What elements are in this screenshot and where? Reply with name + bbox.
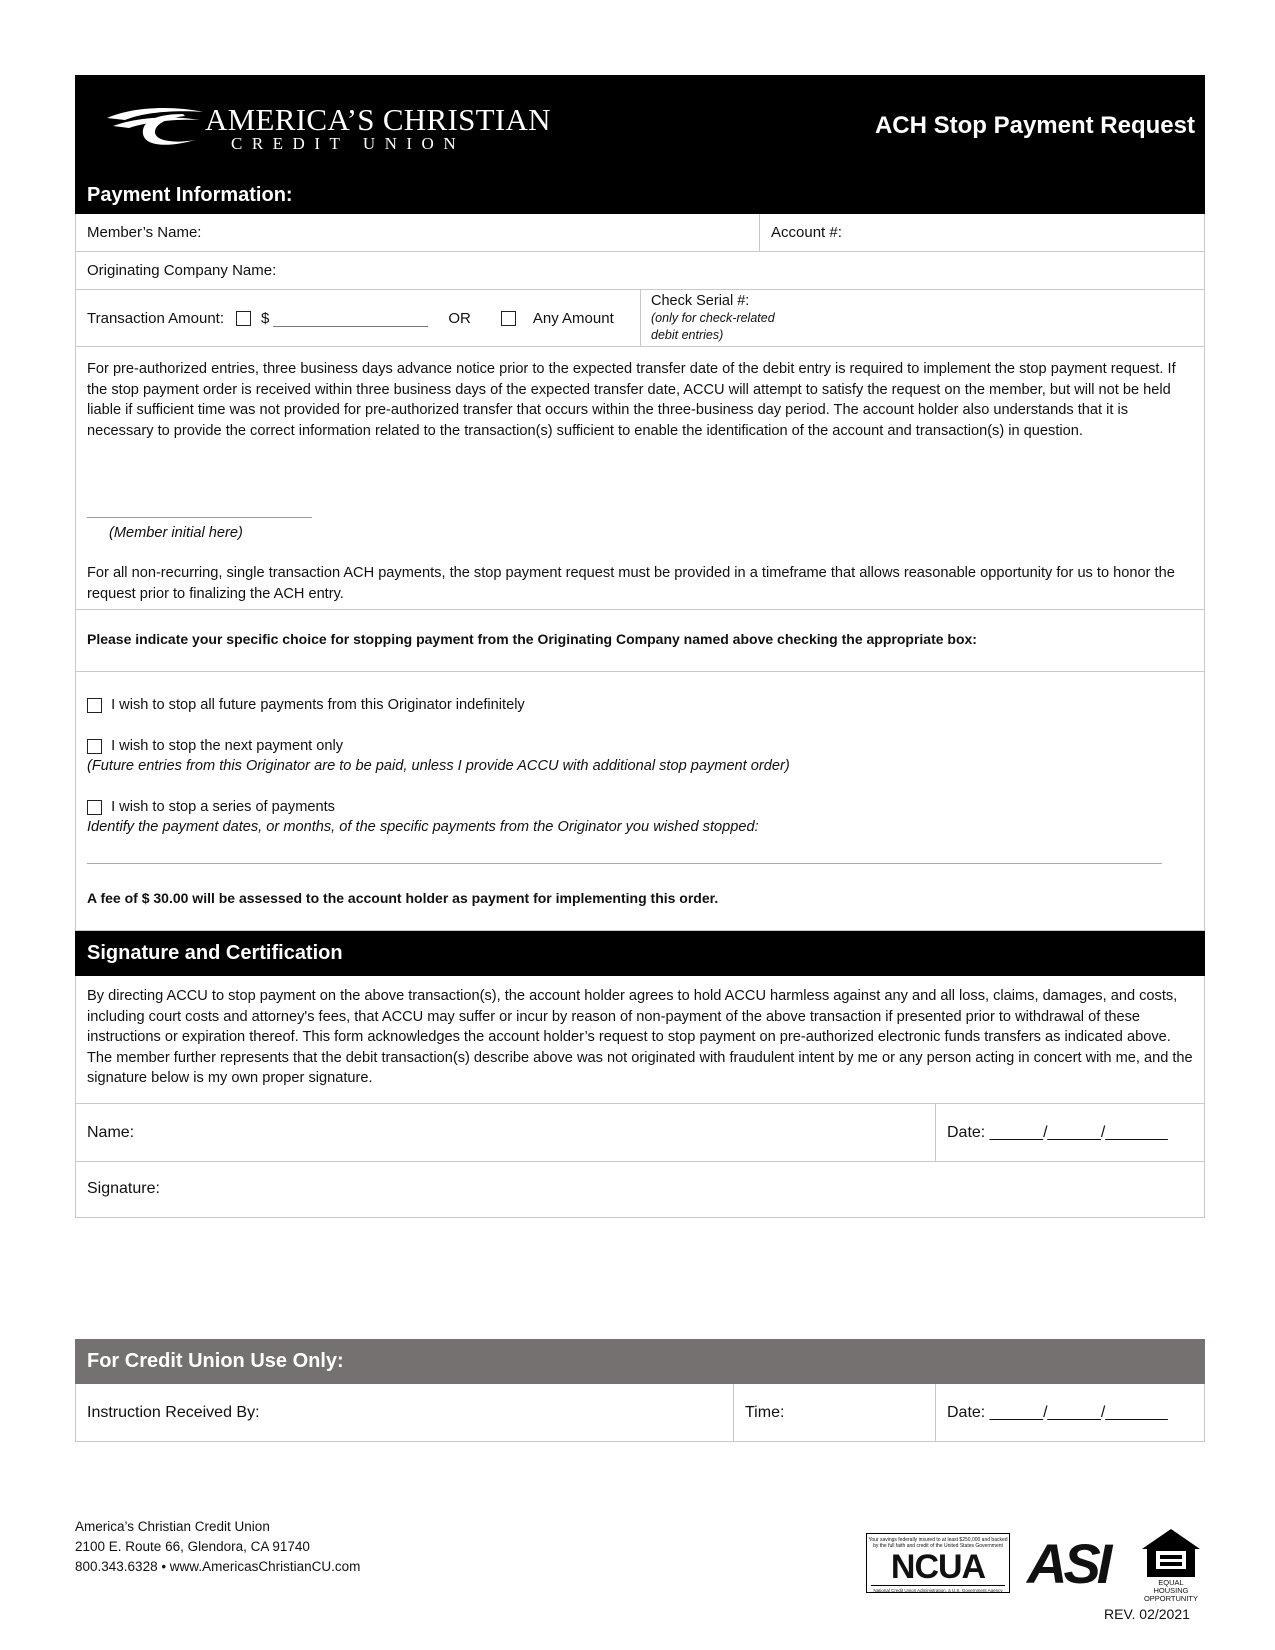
time-label: Time: xyxy=(745,1403,785,1421)
amount-input-line[interactable] xyxy=(273,310,428,327)
asi-wordmark: ASI xyxy=(1027,1532,1109,1595)
eho-line2: OPPORTUNITY xyxy=(1143,1594,1199,1603)
payment-info-heading xyxy=(75,177,1205,214)
payment-info-heading-text: Payment Information: xyxy=(87,184,293,206)
originating-company-field[interactable] xyxy=(76,252,1204,289)
stop-series-note: Identify the payment dates, or months, of the specific payments from the Originator you wished stopped: xyxy=(87,819,759,835)
ncua-logo xyxy=(866,1533,1010,1593)
check-serial-note-1: (only for check-related xyxy=(651,311,775,325)
member-initial-line[interactable] xyxy=(87,517,312,518)
member-row xyxy=(75,214,1205,252)
signature-section xyxy=(75,976,1205,1218)
transaction-amount-label: Transaction Amount: xyxy=(87,309,225,327)
any-amount-checkbox[interactable] xyxy=(501,311,516,326)
date-label: Date: ______/______/_______ xyxy=(947,1123,1168,1141)
choices-instruction: Please indicate your specific choice for stopping payment from the Originating Company named above checking the appropriate box: xyxy=(87,631,977,647)
received-by-field[interactable] xyxy=(76,1384,733,1441)
check-serial-field[interactable] xyxy=(651,292,951,344)
transaction-amount-group xyxy=(76,290,640,346)
footer-address xyxy=(75,1517,360,1577)
stop-next-note: (Future entries from this Originator are to be paid, unless I provide ACCU with additional stop payment order) xyxy=(87,758,790,774)
certification-paragraph: By directing ACCU to stop payment on the above transaction(s), the account holder agrees to hold ACCU harmless against any and all loss, claims, damages, and costs, including court costs and attorney's fees, that ACCU may suffer or incur by reason of non-payment of the above transaction if presented prior to withdrawal of these instructions or expiration thereof. This form acknowledges the account holder’s request to stop payment on pre-authorized electronic funds transfers as indicated above. The member further represents that the debit transaction(s) describe above was not originated with fraudulent intent by me or any person acting in concert with me, and the signature below is my own proper signature. xyxy=(87,988,1193,1086)
signature-label: Signature: xyxy=(87,1180,160,1197)
footer-org-name: America’s Christian Credit Union xyxy=(75,1519,270,1534)
footer-contact: 800.343.6328 • www.AmericasChristianCU.com xyxy=(75,1559,361,1574)
signature-row xyxy=(76,1162,1204,1216)
members-name-field[interactable] xyxy=(76,214,759,251)
office-use-heading xyxy=(75,1339,1205,1384)
signature-heading xyxy=(75,931,1205,976)
eho-line1: EQUAL HOUSING xyxy=(1153,1578,1189,1595)
accu-logo xyxy=(105,100,551,160)
office-use-row xyxy=(75,1384,1205,1442)
fee-notice: A fee of $ 30.00 will be assessed to the account holder as payment for implementing this order. xyxy=(87,890,719,906)
check-serial-label: Check Serial #: xyxy=(651,293,750,309)
originating-company-row xyxy=(75,252,1205,290)
check-serial-note-2: debit entries) xyxy=(651,328,724,342)
name-field[interactable] xyxy=(76,1104,935,1161)
office-date-field[interactable] xyxy=(936,1384,1204,1441)
equal-housing-logo xyxy=(1140,1527,1202,1603)
stop-next-checkbox[interactable] xyxy=(87,739,102,754)
date-field[interactable] xyxy=(936,1104,1204,1161)
divider xyxy=(76,671,1204,672)
account-number-label: Account #: xyxy=(771,224,842,241)
stop-all-label: I wish to stop all future payments from this Originator indefinitely xyxy=(111,697,525,713)
office-date-label: Date: ______/______/_______ xyxy=(947,1403,1168,1421)
ncua-wordmark: NCUA xyxy=(890,1548,986,1586)
stop-series-checkbox[interactable] xyxy=(87,800,102,815)
transaction-row xyxy=(75,290,1205,347)
member-initial-label: (Member initial here) xyxy=(109,525,243,541)
ncua-insured-text: Your savings federally insured to at least $250,000 and backed by the full faith and credit of the United States Government xyxy=(868,1537,1008,1549)
or-label: OR xyxy=(448,309,471,327)
logo-line1: AMERICA’S CHRISTIAN xyxy=(205,102,551,137)
stop-all-checkbox[interactable] xyxy=(87,698,102,713)
divider xyxy=(76,609,1204,610)
dollar-sign: $ xyxy=(261,309,270,327)
stop-next-label: I wish to stop the next payment only xyxy=(111,738,344,754)
originating-company-label: Originating Company Name: xyxy=(87,262,277,279)
swoosh-icon xyxy=(105,104,205,154)
revision-label: REV. 02/2021 xyxy=(1104,1606,1190,1622)
members-name-label: Member’s Name: xyxy=(87,224,202,241)
office-use-heading-text: For Credit Union Use Only: xyxy=(87,1350,344,1372)
option-stop-all xyxy=(87,695,525,716)
notice-paragraph-2: For all non-recurring, single transaction ACH payments, the stop payment request must be provided in a timeframe that allows reasonable opportunity for us to honor the request prior to finalizing the ACH entry. xyxy=(87,565,1175,602)
notice-paragraph-1: For pre-authorized entries, three business days advance notice prior to the expected transfer date of the debit entry is required to implement the stop payment request. If the stop payment order is received within three business days of the expected transfer date, ACCU will attempt to satisfy the request on the member, but will not be held liable if sufficient time was not provided for pre-authorized transfer that occurs within the three-business day period. The account holder also understands that it is necessary to provide the correct information related to the transaction(s) sufficient to enable the identification of the account and transaction(s) in question. xyxy=(87,361,1176,439)
ncua-agency-text: National Credit Union Administration, a U.S. Government Agency xyxy=(871,1585,1005,1593)
notice-section xyxy=(75,347,1205,931)
stop-series-label: I wish to stop a series of payments xyxy=(111,799,335,815)
specific-amount-checkbox[interactable] xyxy=(236,311,251,326)
asi-logo xyxy=(1027,1534,1122,1594)
footer-street-address: 2100 E. Route 66, Glendora, CA 91740 xyxy=(75,1539,310,1554)
logo-line2: CREDIT UNION xyxy=(231,134,466,153)
option-stop-series xyxy=(87,797,335,818)
received-by-label: Instruction Received By: xyxy=(87,1403,260,1421)
time-field[interactable] xyxy=(734,1384,935,1441)
signature-heading-text: Signature and Certification xyxy=(87,942,343,964)
page-title: ACH Stop Payment Request xyxy=(874,112,1195,139)
house-icon xyxy=(1140,1527,1202,1579)
name-label: Name: xyxy=(87,1123,135,1141)
payment-dates-line[interactable] xyxy=(87,863,1162,864)
option-stop-next xyxy=(87,736,343,757)
account-number-field[interactable] xyxy=(760,214,1204,251)
signature-field[interactable] xyxy=(76,1162,1204,1216)
any-amount-label: Any Amount xyxy=(532,309,614,327)
name-row xyxy=(76,1104,1204,1161)
